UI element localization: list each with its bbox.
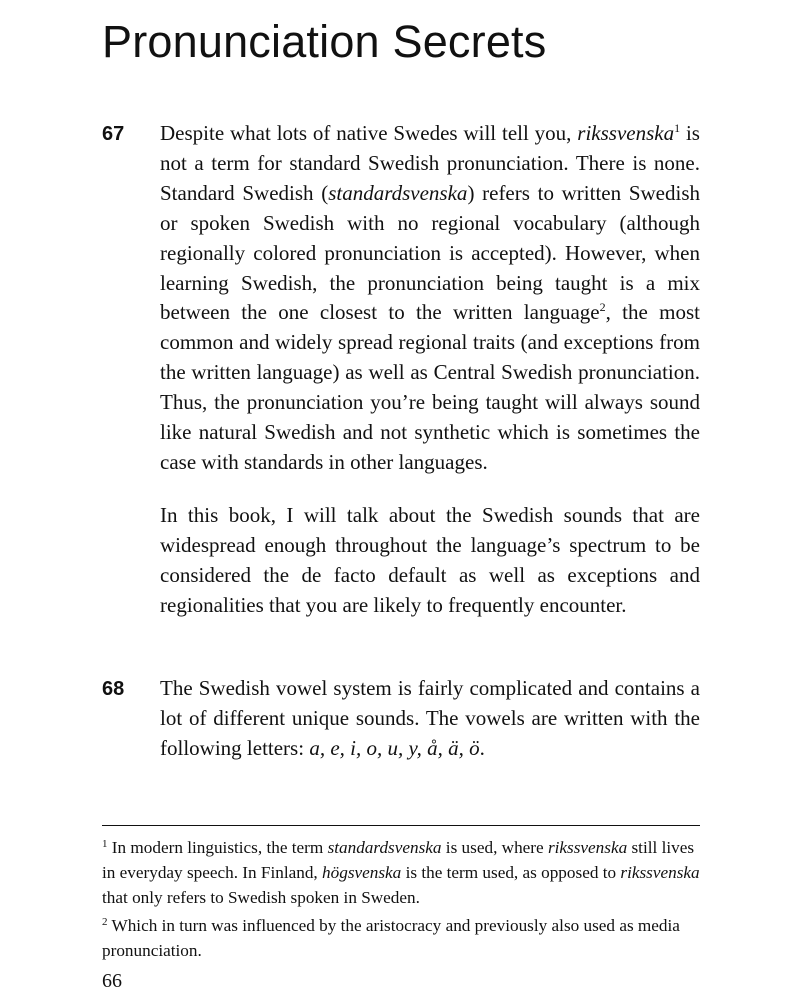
paragraph xyxy=(160,674,700,764)
section-number: 68 xyxy=(102,678,125,700)
text-run: In modern linguistics, the term xyxy=(107,838,328,857)
section-number: 67 xyxy=(102,123,125,145)
text-run: is used, where xyxy=(441,838,548,857)
vowel-letters: a, e, i, o, u, y, å, ä, ö xyxy=(309,735,480,760)
section-body xyxy=(160,119,700,621)
footnote-mark: 2 xyxy=(102,916,108,929)
section-68 xyxy=(102,674,700,764)
footnote-1 xyxy=(102,836,702,910)
text-run: . xyxy=(479,735,485,760)
section-body xyxy=(160,674,700,764)
text-run: , the most common and widely spread regional traits (and exceptions from the written language) as well as Central Swedish pronunciation. Thus, the pronunciation you’re being taught will always sound like natural Swedish and not synthetic which is sometimes the case with standards in other languages. xyxy=(160,300,700,474)
section-67 xyxy=(102,119,700,621)
footnote-mark: 1 xyxy=(102,838,108,850)
text-run: still lives in everyday speech. In Finland, xyxy=(102,838,695,882)
paragraph: In this book, I will talk about the Swedish sounds that are widespread enough throughout the language’s spectrum to be considered the de facto default as well as exceptions and regionalities that you are likely to frequently encounter. xyxy=(160,502,700,617)
italic-term: högsvenska xyxy=(322,862,402,882)
page-title: Pronunciation Secrets xyxy=(102,16,547,67)
italic-term: standardsvenska xyxy=(328,180,468,205)
text-run: Which in turn was influenced by the aristocracy and previously also used as media pronunciation. xyxy=(102,916,680,961)
text-run: The Swedish vowel system is fairly complicated and contains a lot of different unique sounds. The vowels are written with the following letters: xyxy=(160,676,700,760)
footnote-ref[interactable]: 1 xyxy=(674,121,681,135)
italic-term: rikssvenska xyxy=(577,121,675,145)
footnote-divider xyxy=(102,825,700,826)
italic-term: rikssvenska xyxy=(620,862,700,882)
page-number: 66 xyxy=(102,970,122,992)
text-run: that only refers to Swedish spoken in Sweden. xyxy=(102,887,420,907)
italic-term: standardsvenska xyxy=(327,838,442,857)
footnotes xyxy=(102,836,702,968)
text-run: is not a term for standard Swedish pronunciation. There is none. Standard Swedish ( xyxy=(160,121,700,205)
footnote-2 xyxy=(102,914,702,964)
footnote-ref[interactable]: 2 xyxy=(599,300,606,315)
text-run: Despite what lots of native Swedes will tell you, xyxy=(160,121,578,145)
text-run: ) refers to written Swedish or spoken Swedish with no regional vocabulary (although regionally colored pronunciation is accepted). However, when learning Swedish, the pronunciation being taught is a mix between the one closest to the written language xyxy=(160,180,700,325)
text-run: is the term used, as opposed to xyxy=(401,862,621,882)
italic-term: rikssvenska xyxy=(547,838,628,857)
paragraph xyxy=(160,119,700,478)
